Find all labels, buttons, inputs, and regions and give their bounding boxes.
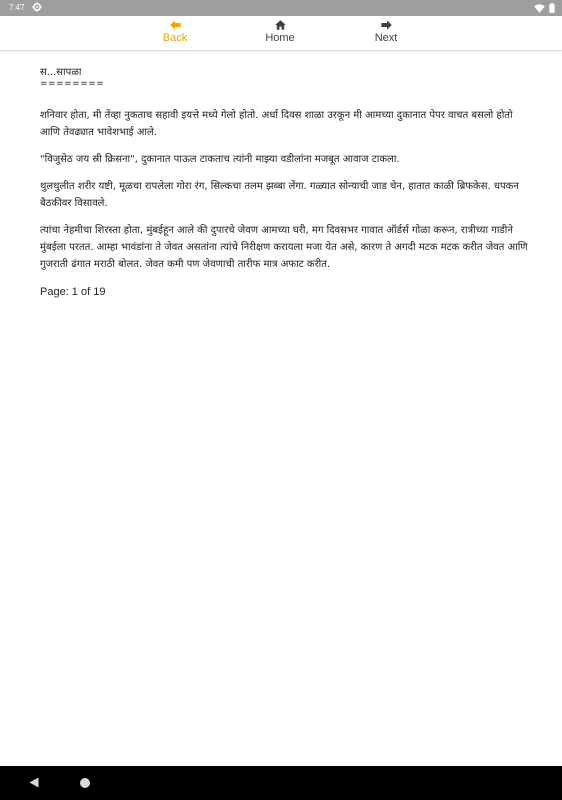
home-label: Home bbox=[265, 32, 295, 44]
story-paragraph: शनिवार होता, मी तेंव्हा नुकताच सहावी इयत्ते मध्ये गेलो होतो. अर्धा दिवस शाळा उरकून मी आमच्या दुकानात पेपर वाचत बसलो होतो आणि तेवढ्यात भावेशभाई आले. bbox=[40, 110, 513, 138]
back-triangle-icon[interactable] bbox=[29, 777, 39, 788]
back-label: Back bbox=[162, 32, 188, 44]
home-icon bbox=[275, 20, 286, 30]
status-bar bbox=[0, 0, 562, 16]
story-paragraph: त्यांचा नेहमीचा शिरस्ता होता, मुंबईहून आले की दुपारचे जेवण आमच्या घरी, मग दिवसभर गावात ऑर्डर्स गोळा करून, रात्रीच्या गाडीने मुंबईला परतत. आम्हा भावंडांना ते जेवत असतांना त्यांचे निरीक्षण करायला मजा येत असे, कारण ते अगदी मटक मटक करीत जेवत आणि गुजराती ढंगात मराठी बोलत. जेवत कमी पण जेवणाची तारीफ मात्र अफाट करीत. bbox=[40, 225, 528, 270]
arrow-left-icon bbox=[170, 20, 181, 30]
status-time: 7:47 bbox=[9, 3, 25, 12]
next-button[interactable] bbox=[356, 20, 416, 48]
system-nav-bar bbox=[0, 766, 562, 800]
home-button[interactable] bbox=[250, 20, 310, 48]
status-icons bbox=[534, 2, 555, 14]
arrow-right-icon bbox=[381, 20, 392, 30]
battery-icon bbox=[549, 3, 555, 13]
home-circle-icon[interactable] bbox=[80, 778, 90, 788]
story-paragraph: थुलथुलीत शरीर यष्टी, मूळचा रापलेला गोरा रंग, सिल्कचा तलम झब्बा लेंगा. गळ्यात सोन्याची जाड चेन, हातात काळी ब्रिफकेस. धपकन बैठकीवर विसावले. bbox=[40, 181, 519, 209]
story-title: स...सापळा bbox=[40, 67, 82, 78]
app-nav-bar bbox=[0, 16, 562, 51]
title-underline: ======== bbox=[40, 79, 105, 89]
story-content bbox=[40, 67, 530, 299]
next-label: Next bbox=[374, 32, 398, 44]
back-button[interactable] bbox=[145, 20, 205, 48]
wifi-icon bbox=[534, 4, 545, 13]
story-paragraph: "विजुसेठ जय स्री क्रिसना", दुकानात पाऊल टाकताच त्यांनी माझ्या वडीलांना मजबूत आवाज टाकला. bbox=[40, 154, 400, 165]
settings-icon bbox=[32, 2, 42, 12]
page-indicator: Page: 1 of 19 bbox=[40, 286, 106, 298]
